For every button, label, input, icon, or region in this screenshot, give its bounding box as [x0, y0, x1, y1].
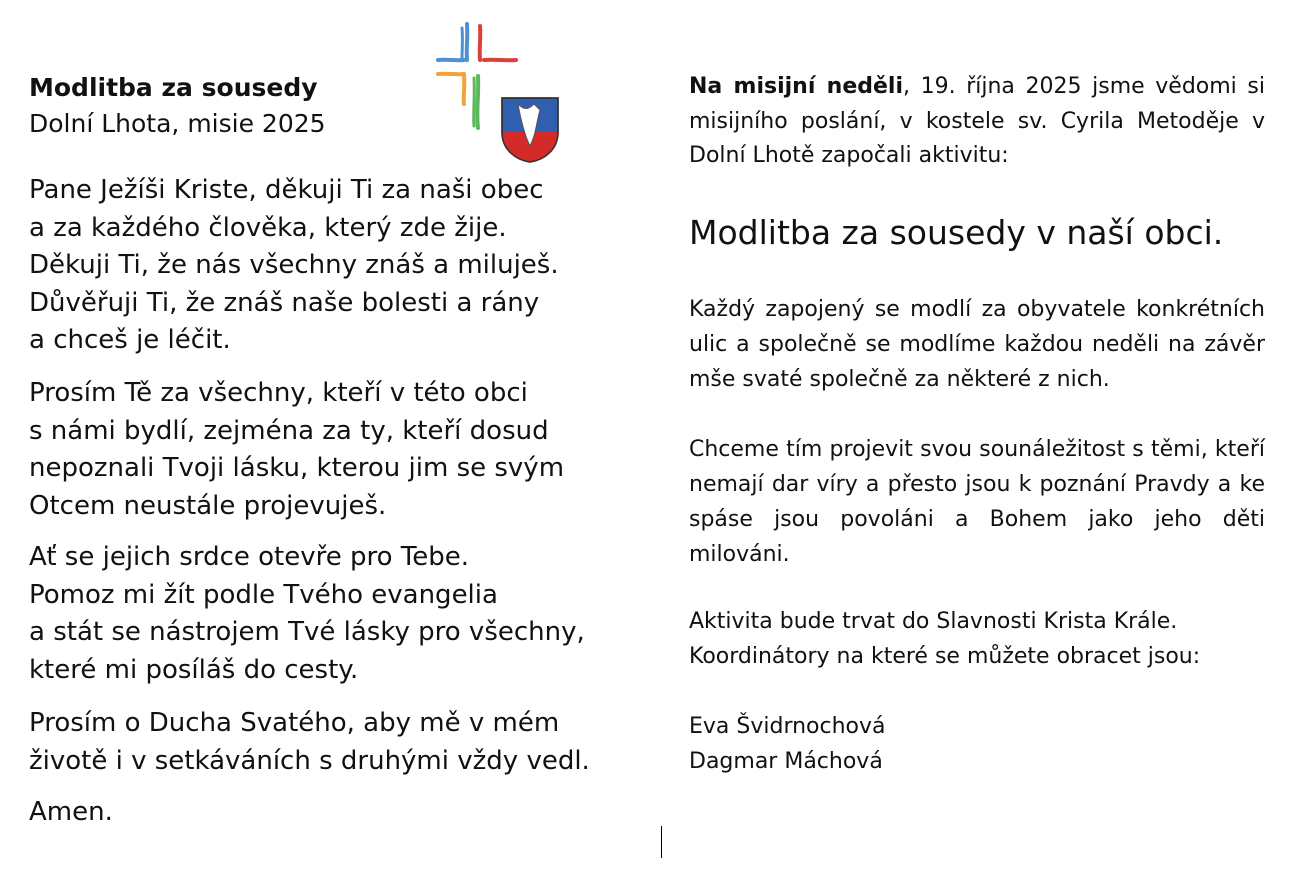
fold-divider — [661, 826, 662, 858]
coordinator-list — [689, 709, 1265, 779]
intro-text: , 19. října 2025 jsme vědomi si misijního poslání, v kostele sv. Cyrila Metoděje v Dolní Lhotě započali aktivitu: — [689, 74, 1265, 168]
intro-paragraph — [689, 70, 1265, 174]
prayer-line: a chceš je léčit. — [29, 325, 231, 355]
duration-line: Aktivita bude trvat do Slavnosti Krista Krále. — [689, 609, 1178, 634]
prayer-line: Otcem neustále projevuješ. — [29, 490, 387, 521]
prayer-line: životě i v setkáváních s druhými vždy vedl. — [29, 745, 590, 776]
prayer-amen — [29, 794, 629, 832]
prayer-line: Důvěřuji Ti, že znáš naše bolesti a rány — [29, 287, 540, 318]
prayer-line: Prosím o Ducha Svatého, aby mě v mém — [29, 708, 560, 738]
prayer-line: Ať se jejich srdce otevře pro Tebe. — [29, 542, 470, 572]
prayer-stanza-3 — [29, 539, 629, 689]
prayer-line: které mi posíláš do cesty. — [29, 654, 359, 685]
intro-bold: Na misijní neděli — [689, 74, 903, 99]
paragraph-duration — [689, 604, 1265, 674]
coordinators-intro-line: Koordinátory na které se můžete obracet jsou: — [689, 644, 1201, 669]
coordinator-name: Eva Švidrnochová — [689, 714, 886, 739]
prayer-stanza-1 — [29, 172, 629, 360]
prayer-line: nepoznali Tvoji lásku, kterou jim se svým — [29, 453, 565, 483]
municipal-coat-of-arms-icon — [500, 96, 560, 164]
prayer-line: s námi bydlí, zejména za ty, kteří dosud — [29, 415, 549, 446]
prayer-subtitle: Dolní Lhota, misie 2025 — [29, 109, 326, 138]
activity-heading: Modlitba za sousedy v naší obci. — [689, 213, 1224, 252]
prayer-line: Pane Ježíši Kriste, děkuji Ti za naši obec — [29, 175, 544, 205]
coordinator-name: Dagmar Máchová — [689, 749, 883, 774]
prayer-line: Amen. — [29, 797, 113, 827]
prayer-line: Prosím Tě za všechny, kteří v této obci — [29, 378, 528, 408]
paragraph-prayer-streets: Každý zapojený se modlí za obyvatele konkrétních ulic a společně se modlíme každou neděli na závěr mše svaté společně za některé z nich. — [689, 297, 1265, 392]
prayer-line: Pomoz mi žít podle Tvého evangelia — [29, 579, 498, 610]
prayer-line: Děkuji Ti, že nás všechny znáš a miluješ. — [29, 250, 559, 280]
prayer-title: Modlitba za sousedy — [29, 73, 318, 102]
prayer-line: a stát se nástrojem Tvé lásky pro všechny, — [29, 617, 585, 647]
prayer-stanza-4 — [29, 705, 629, 780]
prayer-stanza-2 — [29, 375, 629, 525]
intro-block — [689, 70, 1265, 174]
prayer-line: a za každého člověka, který zde žije. — [29, 212, 507, 243]
paragraph-solidarity: Chceme tím projevit svou sounáležitost s těmi, kteří nemají dar víry a přesto jsou k poznání Pravdy a ke spáse jsou povoláni a Bohem jako jeho děti milováni. — [689, 437, 1265, 567]
